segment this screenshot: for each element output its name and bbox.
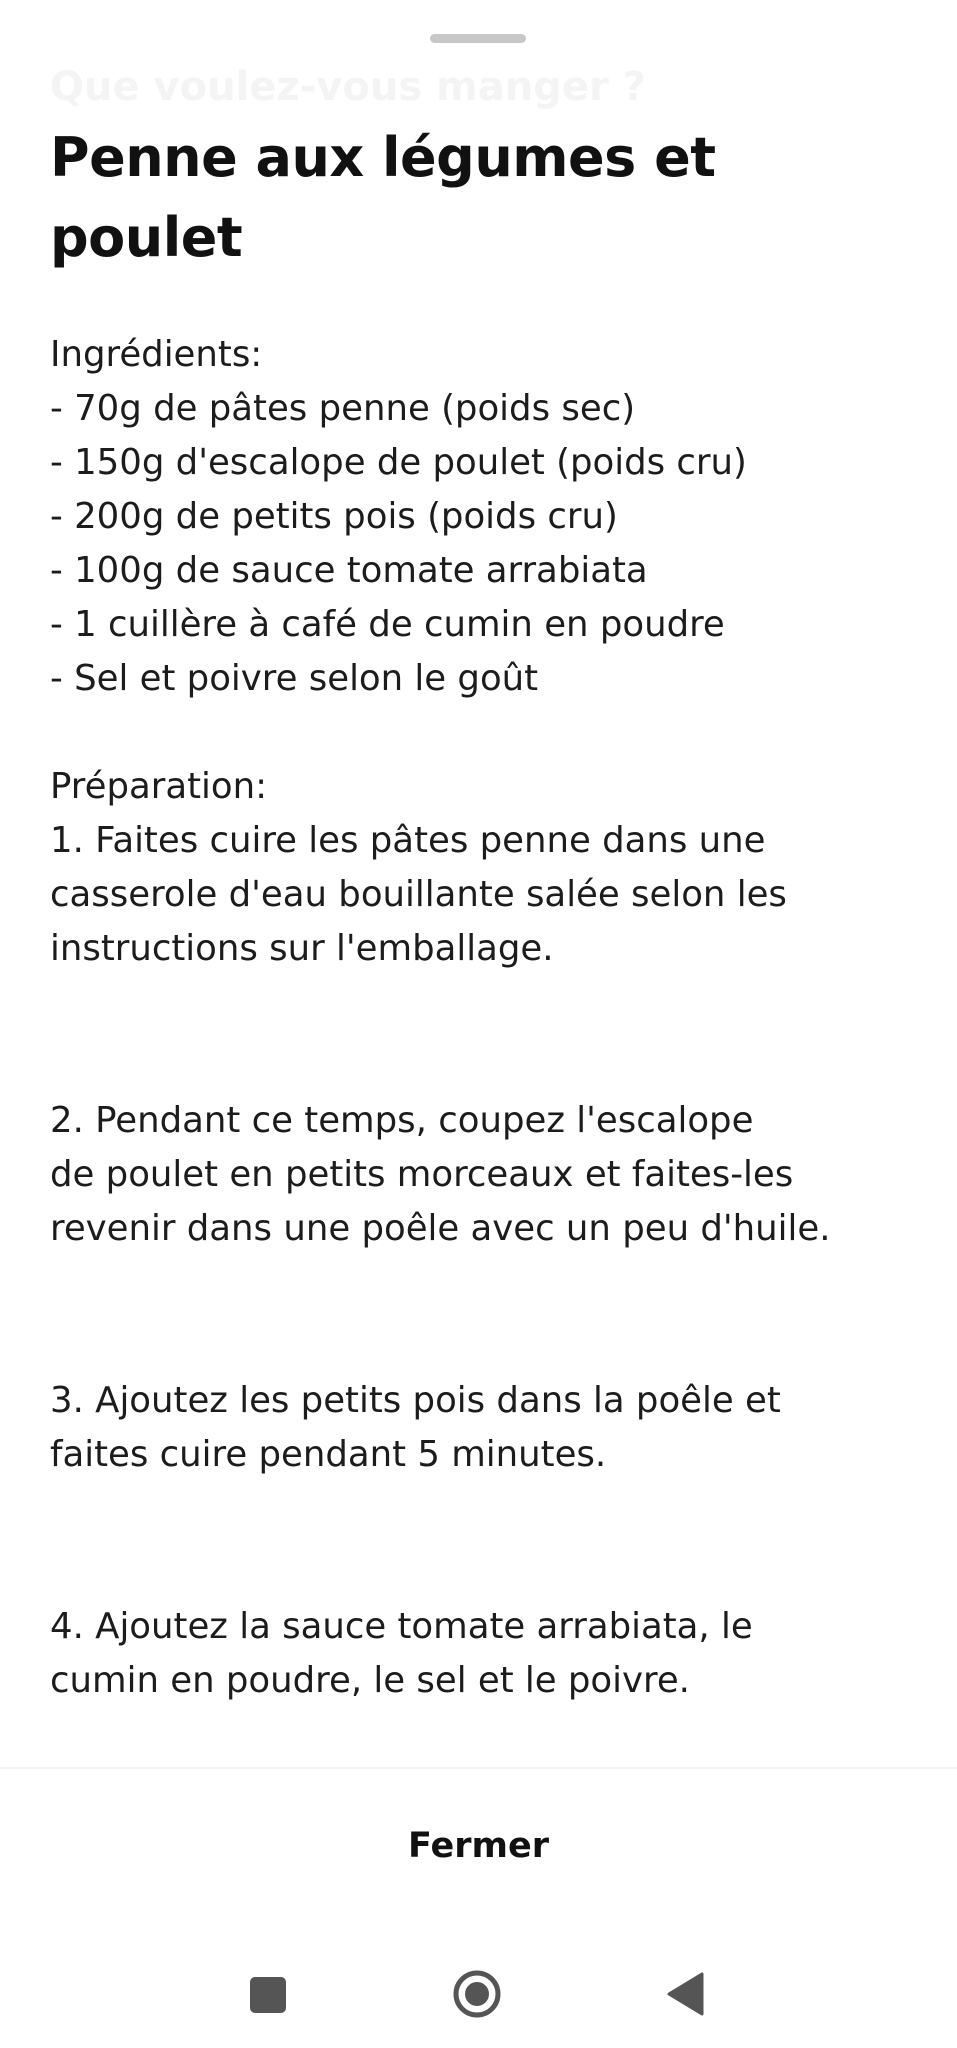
preparation-section <box>50 760 910 1708</box>
step-line: faites cuire pendant 5 minutes. <box>50 1434 607 1475</box>
step-line: de poulet en petits morceaux et faites-les <box>50 1154 794 1195</box>
recipe-content <box>50 118 910 1708</box>
ingredient-item: - Sel et poivre selon le goût <box>50 658 539 699</box>
recipe-title-line: poulet <box>50 206 243 269</box>
step-line: 2. Pendant ce temps, coupez l'escalope <box>50 1100 754 1141</box>
step-line: 3. Ajoutez les petits pois dans la poêle et <box>50 1380 781 1421</box>
preparation-step <box>50 1374 910 1482</box>
square-icon[interactable] <box>250 1977 286 2013</box>
footer-divider <box>0 1767 957 1769</box>
ingredient-item: - 1 cuillère à café de cumin en poudre <box>50 604 725 645</box>
preparation-step <box>50 814 910 976</box>
step-line: 1. Faites cuire les pâtes penne dans une <box>50 820 766 861</box>
preparation-heading: Préparation: <box>50 766 268 807</box>
ingredient-item: - 200g de petits pois (poids cru) <box>50 496 618 537</box>
step-line: revenir dans une poêle avec un peu d'huile. <box>50 1208 831 1249</box>
preparation-step <box>50 1600 910 1708</box>
step-line: casserole d'eau bouillante salée selon les <box>50 874 787 915</box>
system-navigation-bar <box>0 1940 957 2048</box>
ingredient-item: - 70g de pâtes penne (poids sec) <box>50 388 636 429</box>
triangle-back-icon[interactable] <box>666 1972 706 2016</box>
step-line: 4. Ajoutez la sauce tomate arrabiata, le <box>50 1606 753 1647</box>
ingredient-item: - 150g d'escalope de poulet (poids cru) <box>50 442 747 483</box>
ingredients-heading: Ingrédients: <box>50 334 263 375</box>
recipe-title-line: Penne aux légumes et <box>50 126 716 189</box>
step-line: instructions sur l'emballage. <box>50 928 554 969</box>
step-line: cumin en poudre, le sel et le poivre. <box>50 1660 690 1701</box>
background-page-title: Que voulez-vous manger ? <box>50 64 646 110</box>
close-button[interactable]: Fermer <box>0 1806 957 1886</box>
circle-icon[interactable] <box>452 1969 502 2019</box>
drag-handle[interactable] <box>430 34 526 43</box>
ingredient-item: - 100g de sauce tomate arrabiata <box>50 550 648 591</box>
ingredients-section <box>50 328 910 706</box>
recipe-title <box>50 118 910 278</box>
preparation-step <box>50 1094 910 1256</box>
